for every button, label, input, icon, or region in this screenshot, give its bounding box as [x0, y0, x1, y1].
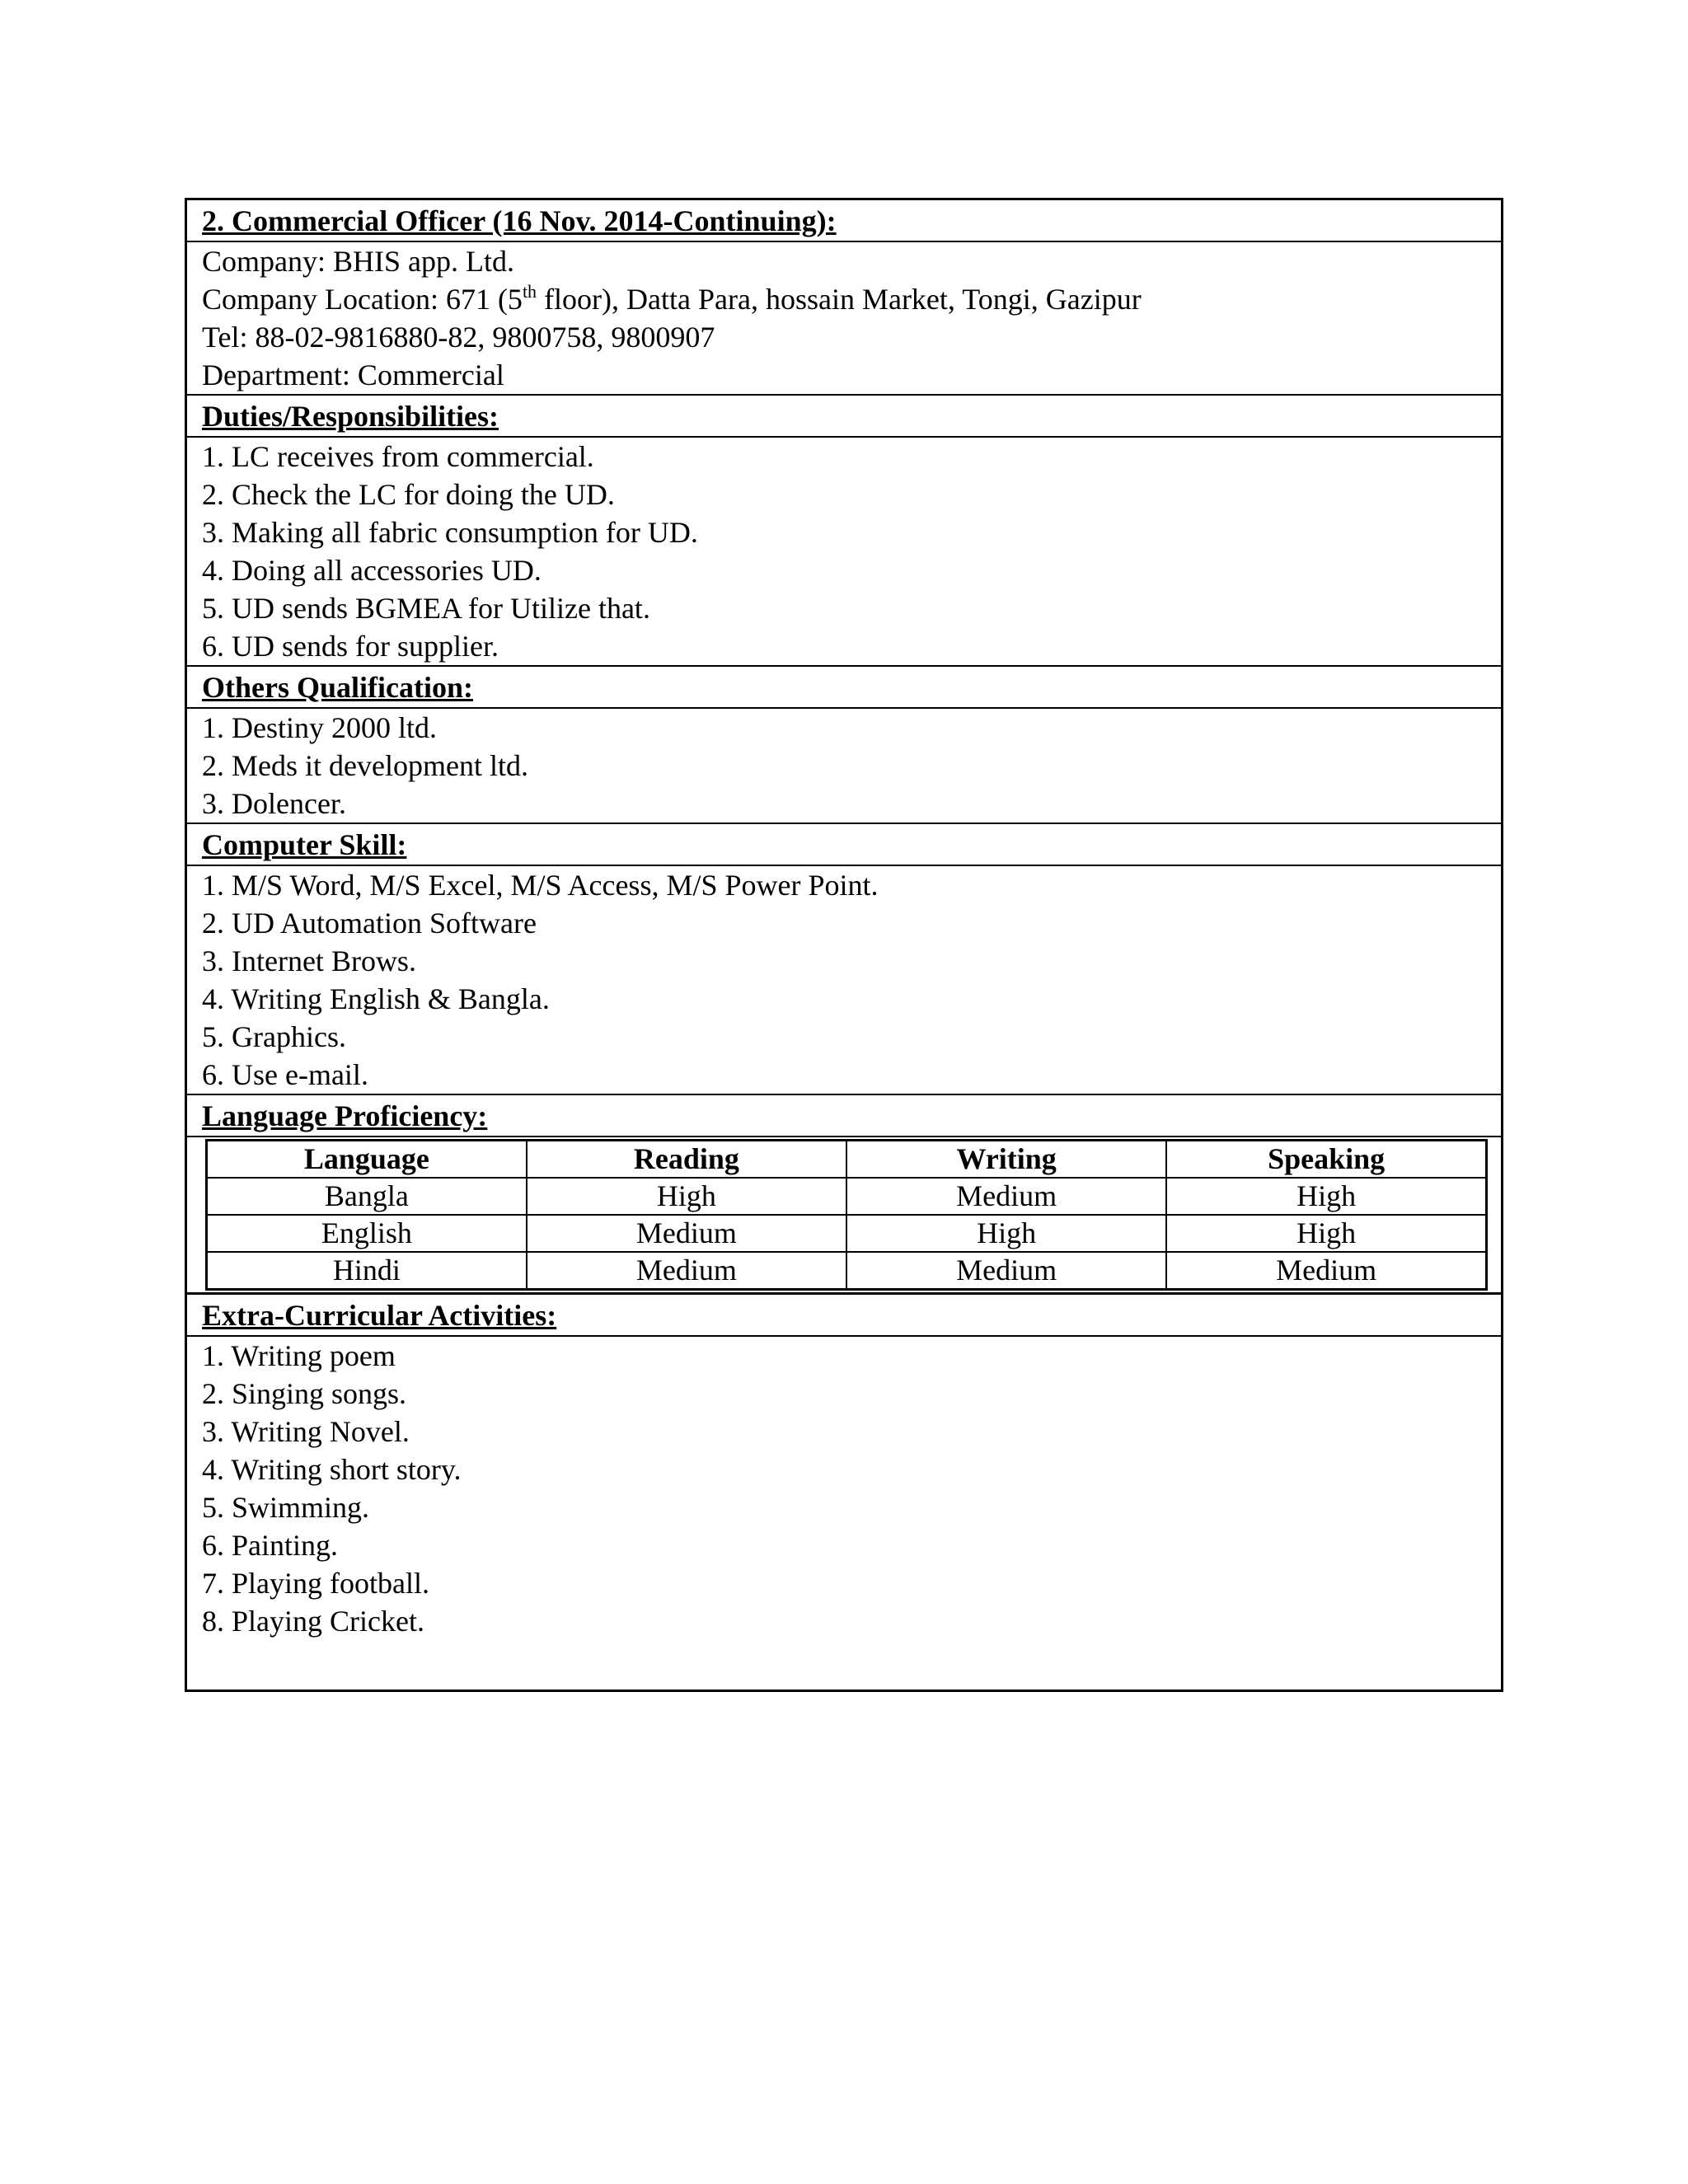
list-item: 6. Painting.: [202, 1529, 339, 1562]
computer-skill-list: [187, 866, 1501, 1095]
department: Department: Commercial: [202, 359, 504, 391]
table-cell: English: [207, 1215, 527, 1252]
location-suffix: floor), Datta Para, hossain Market, Tongi, Gazipur: [537, 283, 1142, 316]
list-item: 4. Writing short story.: [202, 1453, 462, 1486]
list-item: 1. Destiny 2000 ltd.: [202, 711, 437, 744]
position-details: [187, 242, 1501, 396]
qualification-heading: Others Qualification:: [187, 667, 1501, 709]
table-cell: High: [846, 1215, 1166, 1252]
duties-heading: Duties/Responsibilities:: [187, 396, 1501, 438]
list-item: 6. Use e-mail.: [202, 1058, 368, 1091]
qualification-list: [187, 709, 1501, 824]
table-cell: Medium: [846, 1178, 1166, 1215]
table-cell: High: [527, 1178, 846, 1215]
table-row: [207, 1252, 1487, 1290]
table-cell: Hindi: [207, 1252, 527, 1290]
list-item: 4. Doing all accessories UD.: [202, 554, 542, 587]
list-item: 2. Singing songs.: [202, 1377, 407, 1410]
column-header: Writing: [846, 1141, 1166, 1179]
list-item: 5. Swimming.: [202, 1491, 370, 1524]
list-item: 4. Writing English & Bangla.: [202, 982, 550, 1015]
list-item: 8. Playing Cricket.: [202, 1605, 424, 1638]
table-cell: Medium: [527, 1215, 846, 1252]
list-item: 2. UD Automation Software: [202, 907, 537, 940]
list-item: 2. Meds it development ltd.: [202, 749, 528, 782]
table-header-row: [207, 1141, 1487, 1179]
position-title: 2. Commercial Officer (16 Nov. 2014-Continuing):: [187, 200, 1501, 242]
company-telephone: Tel: 88-02-9816880-82, 9800758, 9800907: [202, 321, 715, 354]
table-row: [207, 1178, 1487, 1215]
language-table: [205, 1139, 1488, 1291]
list-item: 3. Dolencer.: [202, 787, 346, 820]
list-item: 1. M/S Word, M/S Excel, M/S Access, M/S Power Point.: [202, 869, 879, 902]
table-cell: Medium: [527, 1252, 846, 1290]
list-item: 6. UD sends for supplier.: [202, 630, 499, 663]
column-header: Speaking: [1166, 1141, 1486, 1179]
extra-curricular-list: [187, 1337, 1501, 1690]
table-row: [207, 1215, 1487, 1252]
location-prefix: Company Location: 671 (5: [202, 283, 523, 316]
computer-skill-heading: Computer Skill:: [187, 824, 1501, 866]
language-heading: Language Proficiency:: [187, 1095, 1501, 1137]
list-item: 3. Internet Brows.: [202, 944, 416, 977]
company-name: Company: BHIS app. Ltd.: [202, 245, 514, 278]
table-cell: High: [1166, 1178, 1486, 1215]
resume-section: [185, 198, 1503, 1692]
column-header: Reading: [527, 1141, 846, 1179]
list-item: 3. Making all fabric consumption for UD.: [202, 516, 698, 549]
table-cell: Bangla: [207, 1178, 527, 1215]
company-location: [202, 280, 1486, 318]
list-item: 1. Writing poem: [202, 1339, 396, 1372]
list-item: 2. Check the LC for doing the UD.: [202, 478, 615, 511]
list-item: 7. Playing football.: [202, 1567, 429, 1600]
list-item: 5. UD sends BGMEA for Utilize that.: [202, 592, 650, 625]
list-item: 3. Writing Novel.: [202, 1415, 410, 1448]
extra-curricular-heading: Extra-Curricular Activities:: [187, 1295, 1501, 1337]
duties-list: [187, 438, 1501, 667]
list-item: 5. Graphics.: [202, 1020, 346, 1053]
language-table-wrapper: [187, 1137, 1501, 1295]
table-cell: Medium: [1166, 1252, 1486, 1290]
column-header: Language: [207, 1141, 527, 1179]
list-item: 1. LC receives from commercial.: [202, 440, 594, 473]
table-cell: High: [1166, 1215, 1486, 1252]
table-cell: Medium: [846, 1252, 1166, 1290]
location-superscript: th: [522, 281, 537, 302]
